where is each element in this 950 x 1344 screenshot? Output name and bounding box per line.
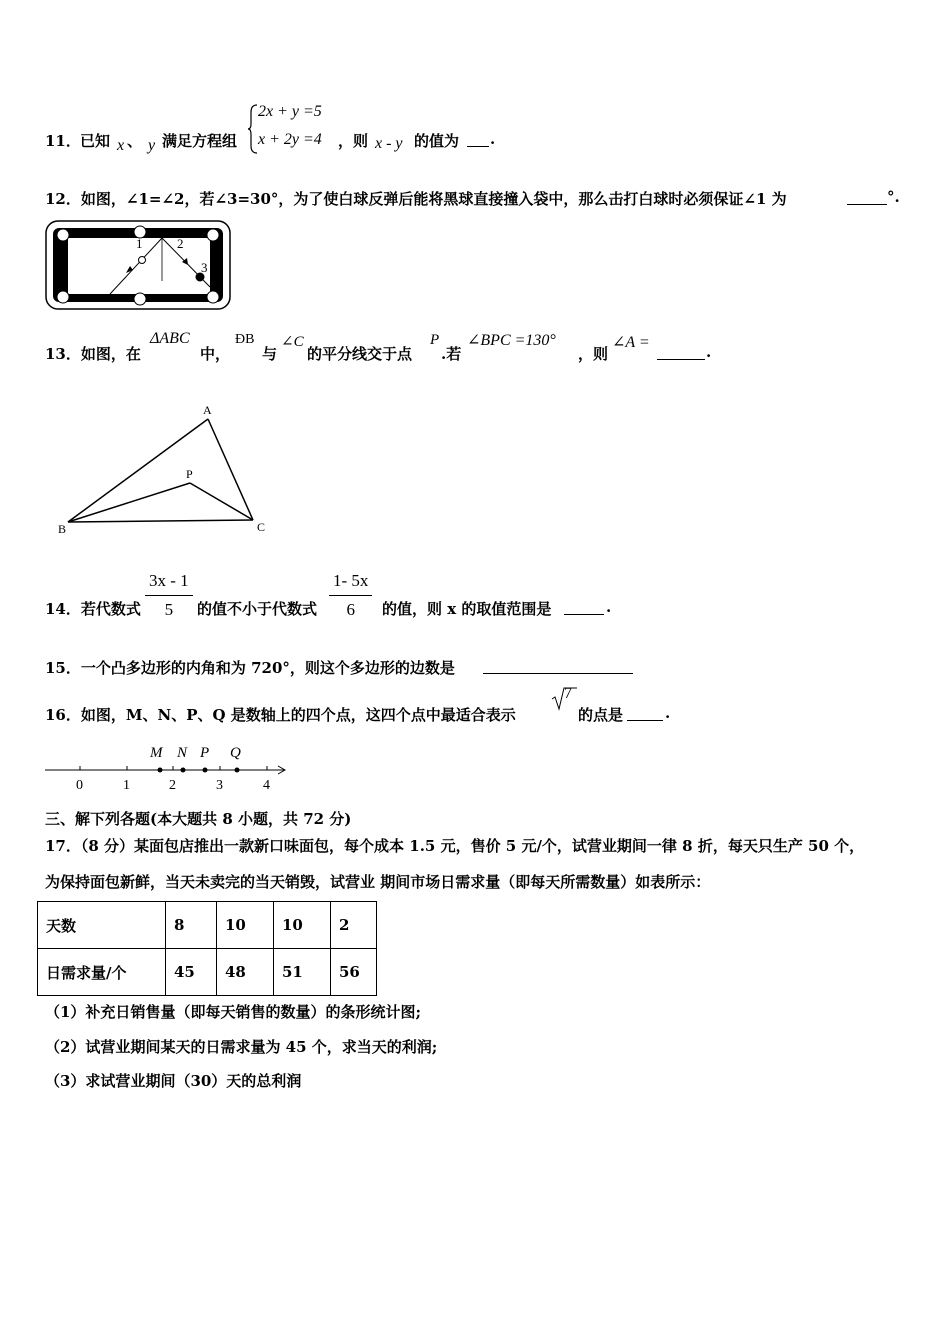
q14-text-1: 14．若代数式 [45, 600, 141, 618]
q17-line-1: 17．（8 分）某面包店推出一款新口味面包，每个成本 1.5 元，售价 5 元/个，试营业期间一律 8 折，每天只生产 50 个， [45, 837, 865, 855]
number-line-figure [40, 738, 290, 794]
q16-text-2: 的点是 [578, 706, 624, 724]
table-header-demand: 日需求量/个 [38, 949, 166, 996]
bisector-bp [68, 483, 190, 522]
q16-end: . [665, 704, 671, 722]
q14-fraction-2 [329, 571, 372, 620]
demand-table [37, 901, 377, 996]
q11-text-3: ，则 [338, 132, 369, 150]
tick-label-3: 3 [216, 778, 223, 793]
table-row-demand [38, 949, 377, 996]
q11-sep: 、 [127, 132, 143, 150]
tick-label-2: 2 [169, 778, 176, 793]
q14-end: . [606, 598, 612, 616]
point-m [158, 768, 163, 773]
side-bc [68, 520, 253, 522]
q11-eq2: x + 2y =4 [258, 131, 322, 148]
q11-number: 11． [45, 132, 81, 150]
point-label-q: Q [230, 745, 241, 761]
table-cell: 10 [274, 902, 331, 949]
q14-fraction-1-denominator: 5 [164, 600, 174, 619]
q11-eq1: 2x + y =5 [258, 103, 322, 120]
point-label-m: M [150, 745, 163, 761]
angle-label-1: 1 [136, 236, 143, 251]
q13-math-angle-b: ÐB [235, 332, 255, 347]
q16-text-1: 16．如图，M、N、P、Q 是数轴上的四个点，这四个点中最适合表示 [45, 706, 516, 724]
q11-var-x: x [117, 137, 125, 154]
point-q [235, 768, 240, 773]
q16-answer-blank[interactable] [627, 706, 663, 721]
table-cell: 56 [331, 949, 377, 996]
q11-end: . [490, 130, 496, 148]
q12-text: 12．如图，∠1=∠2，若∠3=30°，为了使白球反弹后能将黑球直接撞入袋中，那么击打白球时必须保证∠1 为 [45, 190, 787, 208]
pocket-bottom-right [207, 291, 219, 303]
q14-answer-blank[interactable] [564, 600, 604, 615]
side-ac [208, 419, 253, 520]
q14-text-2: 的值不小于代数式 [197, 600, 318, 618]
q13-math-point-p: P [430, 332, 440, 348]
pocket-top-left [57, 229, 69, 241]
q11-answer-blank[interactable] [467, 132, 489, 147]
q17-sub-3: （3）求试营业期间（30）天的总利润 [45, 1072, 302, 1090]
angle-label-2: 2 [177, 236, 184, 251]
q16-radicand: 7 [564, 685, 572, 702]
tick-label-4: 4 [263, 778, 270, 793]
table-row-days [38, 902, 377, 949]
q13-math-angle-bpc: ∠BPC =130° [467, 332, 556, 349]
q13-math-angle-a: ∠A = [612, 334, 650, 351]
point-p [203, 768, 208, 773]
table-cell: 45 [166, 949, 217, 996]
vertex-label-a: A [203, 403, 212, 417]
q13-text-5: .若 [441, 345, 462, 363]
q17-sub-2: （2）试营业期间某天的日需求量为 45 个，求当天的利润; [45, 1038, 438, 1056]
point-label-p: P [186, 467, 193, 481]
table-cell: 51 [274, 949, 331, 996]
q13-math-angle-c: ∠C [281, 334, 304, 350]
point-label-p-text: P [200, 745, 210, 761]
pocket-top-right [207, 229, 219, 241]
vertex-label-c: C [257, 520, 266, 534]
q12-answer-blank[interactable] [847, 190, 887, 205]
q11-expr: x - y [375, 135, 403, 152]
q12-end: °. [887, 188, 900, 206]
vertex-label-b: B [58, 522, 67, 536]
q13-math-triangle: ΔABC [150, 330, 190, 347]
section-3-title: 三、解下列各题(本大题共 8 小题，共 72 分) [45, 810, 352, 828]
white-ball [139, 257, 146, 264]
table-header-days: 天数 [38, 902, 166, 949]
q11-text-4: 的值为 [414, 132, 460, 150]
billiard-table-figure [44, 219, 232, 311]
q13-text-1: 13．如图，在 [45, 345, 141, 363]
table-cell: 48 [217, 949, 274, 996]
table-cell: 10 [217, 902, 274, 949]
tick-label-0: 0 [76, 778, 83, 793]
q11-text-2: 满足方程组 [162, 132, 238, 150]
pocket-bottom-middle [134, 293, 146, 305]
triangle-figure [55, 400, 275, 540]
q11-text-1: 已知 [80, 132, 111, 150]
q13-text-3: 与 [262, 345, 278, 363]
q13-answer-blank[interactable] [657, 345, 705, 360]
q17-sub-1: （1）补充日销售量（即每天销售的数量）的条形统计图; [45, 1003, 421, 1021]
bisector-cp [190, 483, 253, 520]
q13-text-6: ，则 [578, 345, 609, 363]
point-label-n: N [177, 745, 188, 761]
q15-answer-blank[interactable] [483, 659, 633, 674]
q14-fraction-1-numerator: 3x - 1 [145, 571, 193, 596]
q11-var-y: y [148, 137, 156, 154]
q17-line-2: 为保持面包新鲜，当天未卖完的当天销毁，试营业 期间市场日需求量（即每天所需数量）如表所示： [45, 873, 711, 891]
pocket-bottom-left [57, 291, 69, 303]
table-cell: 2 [331, 902, 377, 949]
q14-fraction-2-numerator: 1- 5x [329, 571, 372, 596]
point-n [181, 768, 186, 773]
table-cell: 8 [166, 902, 217, 949]
q13-end: . [706, 343, 712, 361]
q13-text-4: 的平分线交于点 [307, 345, 413, 363]
angle-label-3: 3 [201, 260, 208, 275]
q14-fraction-2-denominator: 6 [346, 600, 355, 619]
q15-text: 15．一个凸多边形的内角和为 720°，则这个多边形的边数是 [45, 659, 455, 677]
q14-text-3: 的值，则 x 的取值范围是 [382, 600, 552, 618]
q14-fraction-1 [145, 571, 193, 620]
tick-label-1: 1 [123, 778, 130, 793]
q13-text-2: 中， [200, 345, 231, 363]
